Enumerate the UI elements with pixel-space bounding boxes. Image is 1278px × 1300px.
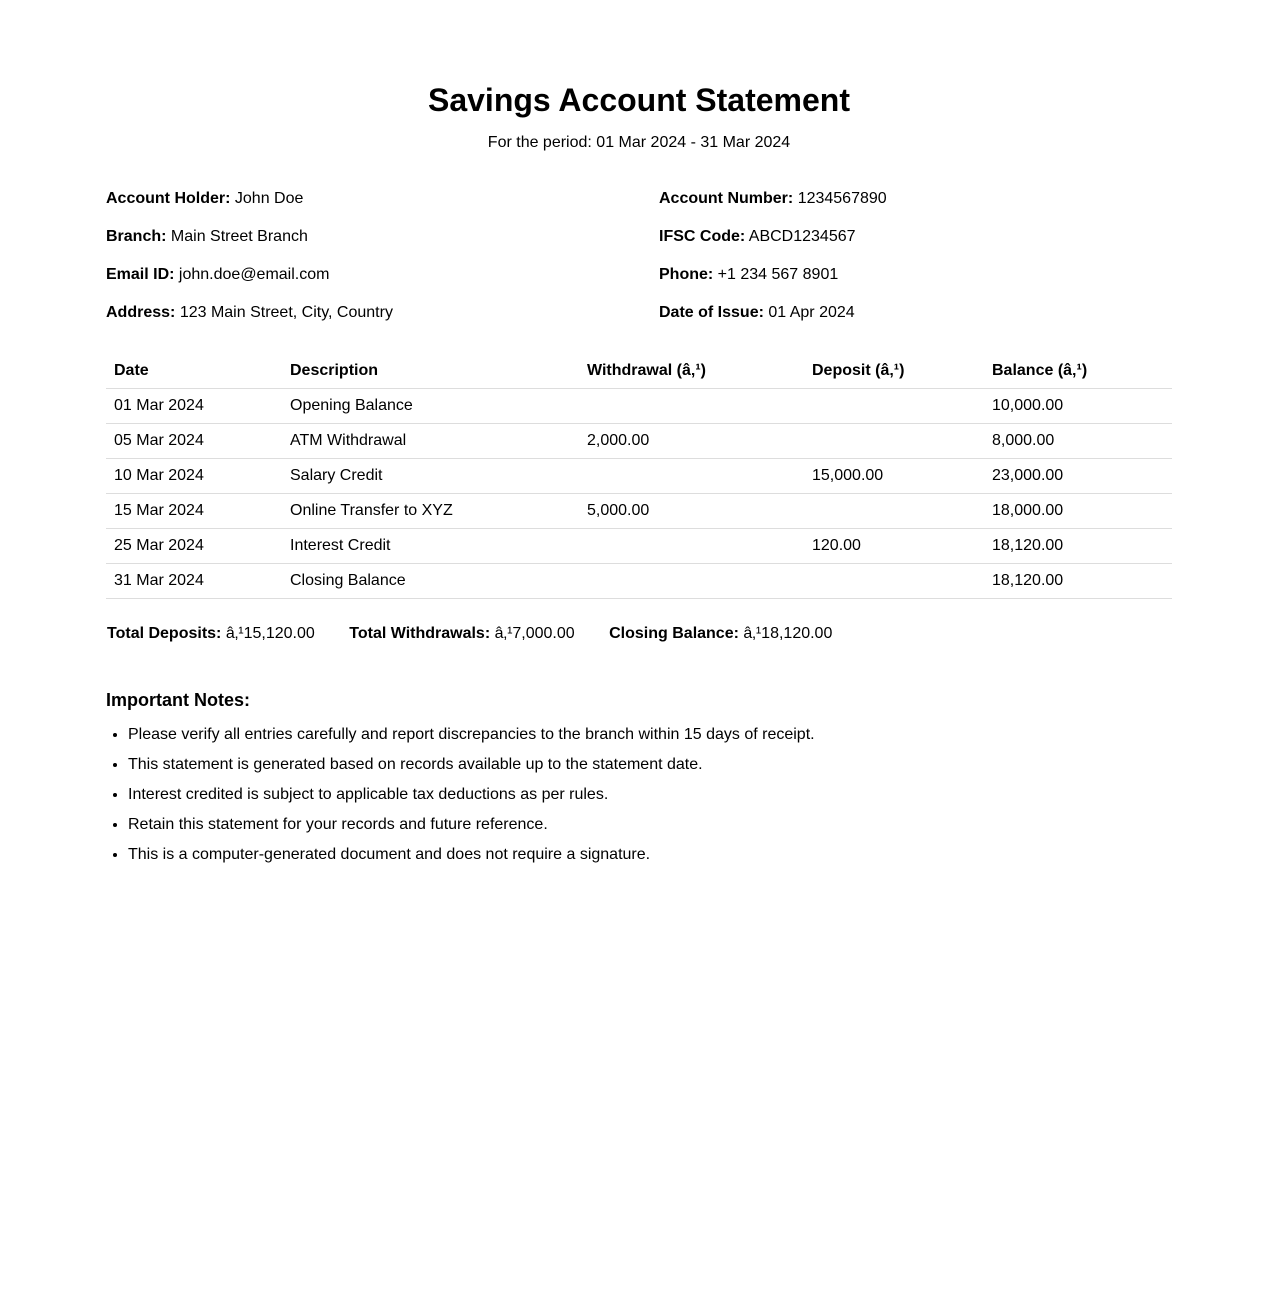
table-row	[106, 389, 1172, 424]
branch	[106, 227, 308, 247]
email-label: Email ID:	[106, 266, 175, 283]
ifsc-label: IFSC Code:	[659, 228, 746, 245]
column-header-date: Date	[106, 353, 282, 389]
cell-deposit	[804, 564, 984, 599]
email-value: john.doe@email.com	[178, 266, 330, 283]
table-row	[106, 564, 1172, 599]
cell-deposit: 120.00	[804, 529, 984, 564]
date-of-issue	[659, 303, 855, 323]
account-number	[659, 189, 887, 209]
notes-list	[106, 725, 815, 875]
cell-balance: 18,000.00	[984, 494, 1172, 529]
cell-date: 01 Mar 2024	[106, 389, 282, 424]
cell-balance: 10,000.00	[984, 389, 1172, 424]
column-header-withdrawal: Withdrawal (â‚¹)	[579, 353, 804, 389]
cell-date: 05 Mar 2024	[106, 424, 282, 459]
phone	[659, 265, 838, 285]
phone-label: Phone:	[659, 266, 714, 283]
cell-withdrawal: 2,000.00	[579, 424, 804, 459]
table-row	[106, 459, 1172, 494]
cell-deposit: 15,000.00	[804, 459, 984, 494]
account-holder-label: Account Holder:	[106, 190, 231, 207]
cell-withdrawal: 5,000.00	[579, 494, 804, 529]
phone-value: +1 234 567 8901	[717, 266, 839, 283]
column-header-balance: Balance (â‚¹)	[984, 353, 1172, 389]
cell-date: 10 Mar 2024	[106, 459, 282, 494]
cell-date: 31 Mar 2024	[106, 564, 282, 599]
email	[106, 265, 329, 285]
statement-period: For the period: 01 Mar 2024 - 31 Mar 2024	[487, 134, 791, 151]
cell-withdrawal	[579, 529, 804, 564]
cell-withdrawal	[579, 389, 804, 424]
ifsc-value: ABCD1234567	[748, 228, 856, 245]
branch-value: Main Street Branch	[170, 228, 308, 245]
address-label: Address:	[106, 304, 176, 321]
cell-deposit	[804, 424, 984, 459]
ifsc-code	[659, 227, 856, 247]
account-number-label: Account Number:	[659, 190, 794, 207]
total-withdrawals-value: â‚¹7,000.00	[494, 625, 575, 642]
list-item: • Please verify all entries carefully and report discrepancies to the branch within 15 days of receipt.	[128, 725, 815, 745]
column-header-deposit: Deposit (â‚¹)	[804, 353, 984, 389]
list-item: • Retain this statement for your records and future reference.	[128, 815, 815, 835]
list-item: • Interest credited is subject to applicable tax deductions as per rules.	[128, 785, 815, 805]
table-header-row	[106, 353, 1172, 389]
notes-heading: Important Notes:	[106, 690, 250, 710]
closing-balance-label: Closing Balance:	[609, 625, 739, 642]
account-holder	[106, 189, 303, 209]
cell-description: Salary Credit	[282, 459, 579, 494]
table-row	[106, 529, 1172, 564]
cell-balance: 23,000.00	[984, 459, 1172, 494]
account-number-value: 1234567890	[797, 190, 887, 207]
cell-deposit	[804, 389, 984, 424]
column-header-description: Description	[282, 353, 579, 389]
cell-withdrawal	[579, 459, 804, 494]
list-item: • This is a computer-generated document and does not require a signature.	[128, 845, 815, 865]
cell-date: 15 Mar 2024	[106, 494, 282, 529]
cell-balance: 18,120.00	[984, 529, 1172, 564]
cell-description: ATM Withdrawal	[282, 424, 579, 459]
cell-balance: 8,000.00	[984, 424, 1172, 459]
closing-balance-value: â‚¹18,120.00	[743, 625, 833, 642]
totals-summary	[107, 624, 862, 644]
cell-withdrawal	[579, 564, 804, 599]
cell-description: Closing Balance	[282, 564, 579, 599]
cell-balance: 18,120.00	[984, 564, 1172, 599]
cell-description: Interest Credit	[282, 529, 579, 564]
cell-description: Opening Balance	[282, 389, 579, 424]
address-value: 123 Main Street, City, Country	[179, 304, 393, 321]
cell-date: 25 Mar 2024	[106, 529, 282, 564]
total-deposits-value: â‚¹15,120.00	[225, 625, 315, 642]
table-row	[106, 494, 1172, 529]
issue-label: Date of Issue:	[659, 304, 764, 321]
cell-description: Online Transfer to XYZ	[282, 494, 579, 529]
table-row	[106, 424, 1172, 459]
address	[106, 303, 393, 323]
total-withdrawals-label: Total Withdrawals:	[349, 625, 491, 642]
account-holder-value: John Doe	[234, 190, 304, 207]
issue-value: 01 Apr 2024	[768, 304, 855, 321]
branch-label: Branch:	[106, 228, 167, 245]
page-title: Savings Account Statement	[427, 82, 850, 118]
closing-balance	[609, 625, 832, 642]
total-deposits	[107, 625, 315, 642]
transactions-table	[106, 353, 1172, 599]
cell-deposit	[804, 494, 984, 529]
list-item: • This statement is generated based on records available up to the statement date.	[128, 755, 815, 775]
total-withdrawals	[349, 625, 574, 642]
total-deposits-label: Total Deposits:	[107, 625, 222, 642]
